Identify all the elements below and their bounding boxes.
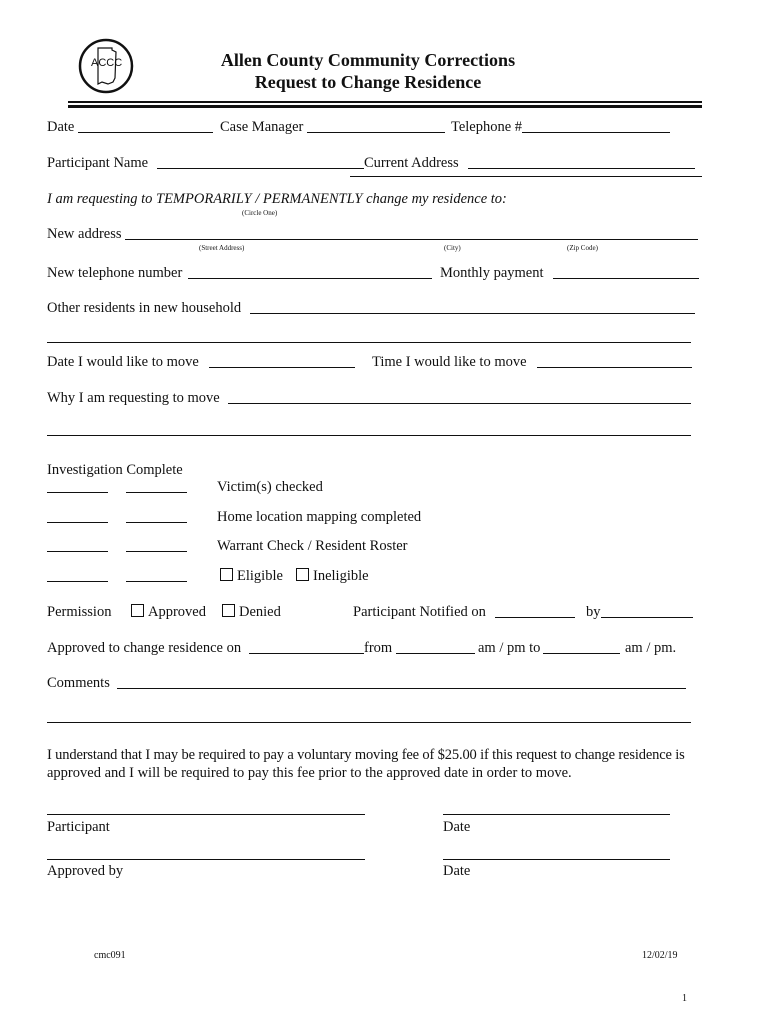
- new-address-label: New address: [47, 226, 122, 242]
- other-residents-label: Other residents in new household: [47, 300, 242, 316]
- from-label: from: [364, 640, 393, 656]
- approved-by-date-label: Date: [443, 863, 471, 879]
- ineligible-checkbox[interactable]: [296, 568, 309, 581]
- form-title: Allen County Community Corrections: [220, 50, 516, 70]
- approved-on-field[interactable]: [249, 653, 364, 654]
- victims-checked-label: Victim(s) checked: [217, 479, 323, 495]
- logo-text: ACCC: [91, 57, 123, 69]
- eligible-label: Eligible: [237, 568, 283, 584]
- current-address-field[interactable]: [468, 168, 695, 169]
- zip-code-caption: (Zip Code): [567, 244, 598, 252]
- other-residents-field[interactable]: [250, 313, 695, 314]
- page-number: 1: [682, 993, 687, 1004]
- investigation-initial-2b[interactable]: [126, 522, 187, 523]
- date-move-field[interactable]: [209, 367, 355, 368]
- participant-name-field[interactable]: [157, 168, 364, 169]
- approved-label: Approved: [148, 604, 206, 620]
- notified-on-label: Participant Notified on: [353, 604, 486, 620]
- approved-by-label: Approved by: [47, 863, 124, 879]
- comments-label: Comments: [47, 675, 110, 691]
- participant-date-label: Date: [443, 819, 471, 835]
- investigation-initial-3a[interactable]: [47, 551, 108, 552]
- new-address-field[interactable]: [125, 239, 698, 240]
- participant-signature-line[interactable]: [47, 814, 365, 815]
- approved-option[interactable]: [131, 604, 206, 621]
- current-address-label: Current Address: [364, 155, 459, 171]
- am-pm-end-label: am / pm.: [625, 640, 677, 656]
- date-move-label: Date I would like to move: [47, 354, 199, 370]
- eligible-option[interactable]: [220, 568, 283, 585]
- form-subtitle: Request to Change Residence: [254, 72, 482, 92]
- time-move-label: Time I would like to move: [372, 354, 527, 370]
- request-statement: I am requesting to TEMPORARILY / PERMANENTLY change my residence to:: [47, 191, 507, 207]
- home-mapping-label: Home location mapping completed: [217, 509, 422, 525]
- investigation-initial-4b[interactable]: [126, 581, 187, 582]
- why-move-label: Why I am requesting to move: [47, 390, 220, 406]
- case-manager-field[interactable]: [307, 132, 445, 133]
- participant-date-line[interactable]: [443, 814, 670, 815]
- form-code: cmc091: [94, 950, 126, 961]
- investigation-heading: Investigation Complete: [47, 462, 183, 478]
- date-field[interactable]: [78, 132, 213, 133]
- time-move-field[interactable]: [537, 367, 692, 368]
- notified-on-field[interactable]: [495, 617, 575, 618]
- from-time-field[interactable]: [396, 653, 475, 654]
- notified-by-label: by: [586, 604, 601, 620]
- comments-field[interactable]: [117, 688, 686, 689]
- date-label: Date: [47, 119, 75, 135]
- fee-statement-line-2: approved and I will be required to pay this fee prior to the approved date in order to move.: [47, 765, 572, 781]
- new-telephone-field[interactable]: [188, 278, 432, 279]
- section-divider: [350, 176, 702, 177]
- case-manager-label: Case Manager: [220, 119, 304, 135]
- approved-checkbox[interactable]: [131, 604, 144, 617]
- warrant-check-label: Warrant Check / Resident Roster: [217, 538, 408, 554]
- am-pm-to-label: am / pm to: [478, 640, 541, 656]
- why-move-field-2[interactable]: [47, 435, 691, 436]
- denied-option[interactable]: [222, 604, 281, 621]
- to-time-field[interactable]: [543, 653, 620, 654]
- header-divider: [68, 101, 702, 103]
- telephone-label: Telephone #: [451, 119, 523, 135]
- permission-label: Permission: [47, 604, 112, 620]
- revision-date: 12/02/19: [642, 950, 678, 961]
- denied-checkbox[interactable]: [222, 604, 235, 617]
- new-telephone-label: New telephone number: [47, 265, 183, 281]
- why-move-field[interactable]: [228, 403, 691, 404]
- notified-by-field[interactable]: [601, 617, 693, 618]
- investigation-initial-2a[interactable]: [47, 522, 108, 523]
- eligible-checkbox[interactable]: [220, 568, 233, 581]
- comments-field-2[interactable]: [47, 722, 691, 723]
- approved-by-date-line[interactable]: [443, 859, 670, 860]
- fee-statement-line-1: I understand that I may be required to pay a voluntary moving fee of $25.00 if this request to change residence is: [47, 747, 685, 763]
- other-residents-field-2[interactable]: [47, 342, 691, 343]
- investigation-initial-4a[interactable]: [47, 581, 108, 582]
- street-address-caption: (Street Address): [199, 244, 245, 252]
- participant-signature-label: Participant: [47, 819, 110, 835]
- monthly-payment-label: Monthly payment: [440, 265, 544, 281]
- telephone-field[interactable]: [522, 132, 670, 133]
- ineligible-option[interactable]: [296, 568, 369, 585]
- monthly-payment-field[interactable]: [553, 278, 699, 279]
- approved-on-label: Approved to change residence on: [47, 640, 242, 656]
- investigation-initial-3b[interactable]: [126, 551, 187, 552]
- ineligible-label: Ineligible: [313, 568, 369, 584]
- header-divider-thick: [68, 105, 702, 108]
- participant-name-label: Participant Name: [47, 155, 149, 171]
- logo: [78, 38, 134, 94]
- investigation-initial-1b[interactable]: [126, 492, 187, 493]
- city-caption: (City): [444, 244, 461, 252]
- circle-one-note: (Circle One): [242, 209, 278, 217]
- denied-label: Denied: [239, 604, 281, 620]
- approved-by-signature-line[interactable]: [47, 859, 365, 860]
- investigation-initial-1a[interactable]: [47, 492, 108, 493]
